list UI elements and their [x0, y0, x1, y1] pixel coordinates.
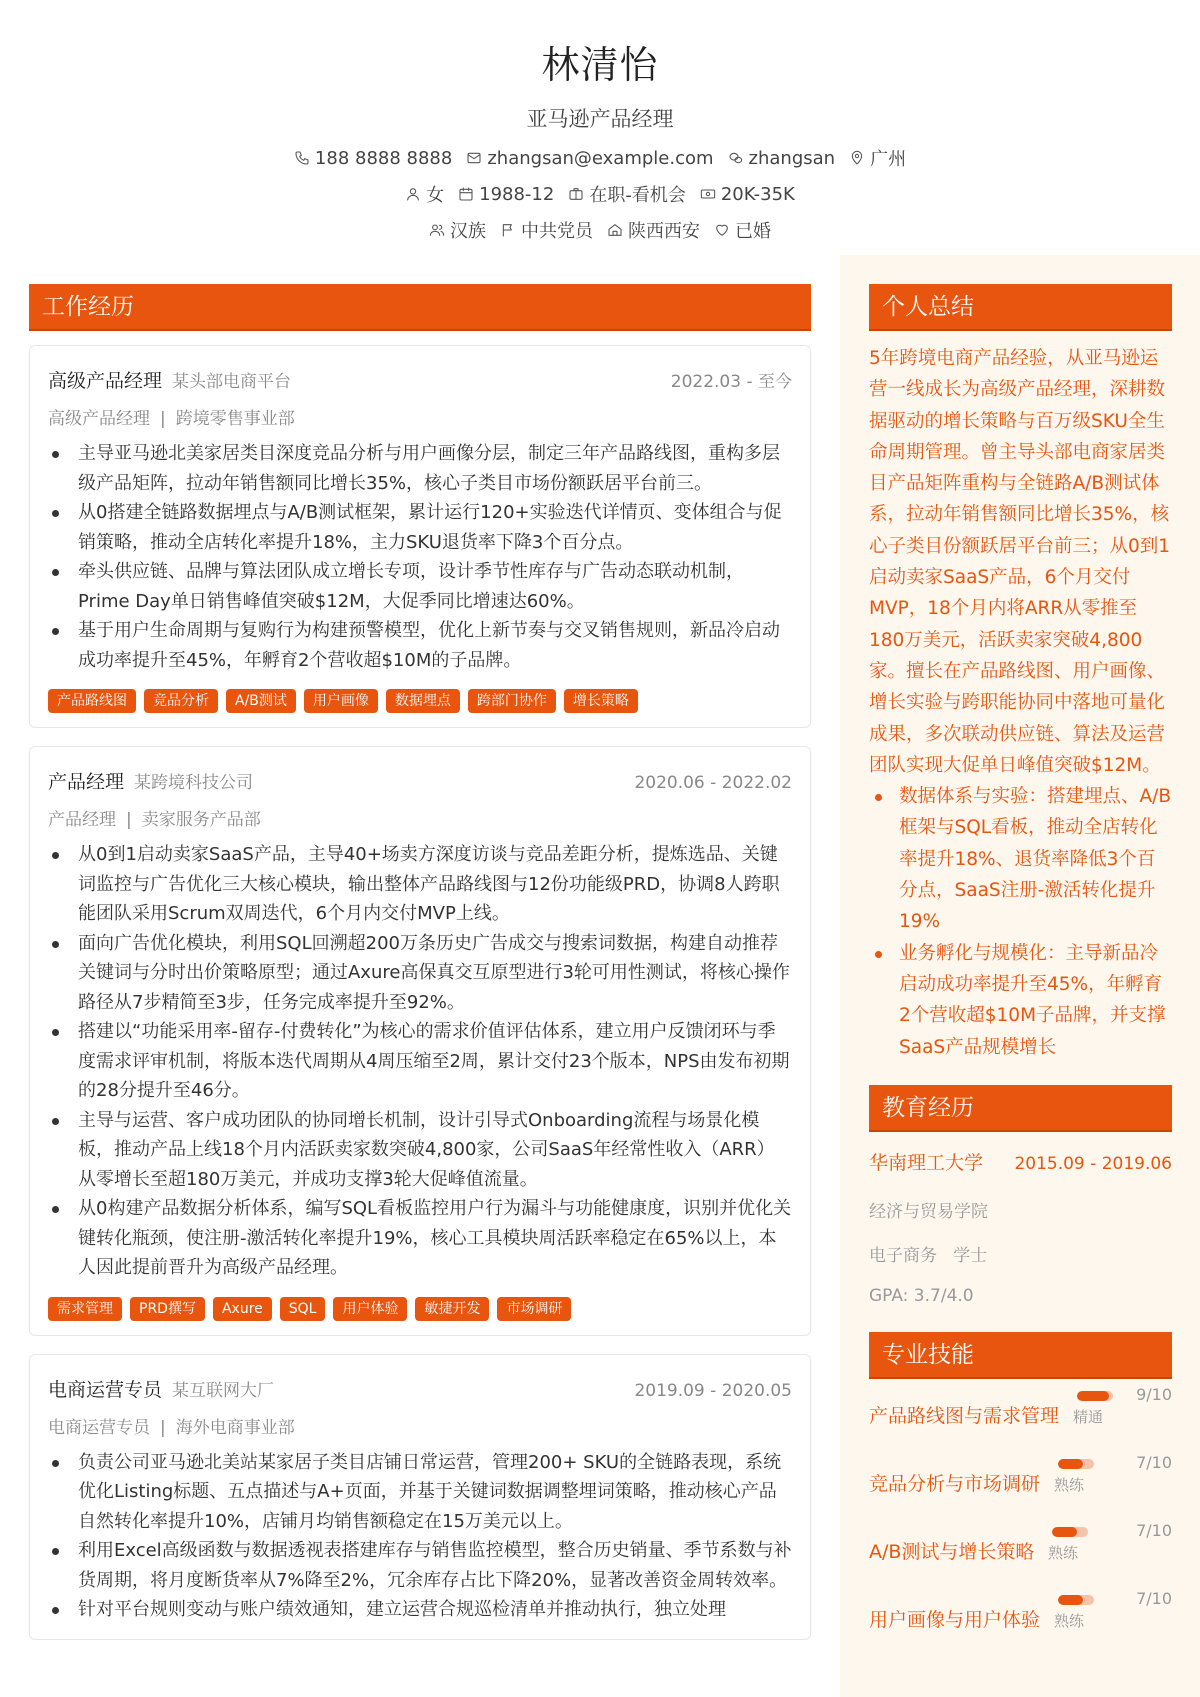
home-icon — [607, 222, 623, 238]
skill-meter — [1073, 1391, 1113, 1427]
wechat-info: zhangsan — [728, 148, 836, 169]
money-icon — [700, 186, 716, 202]
education-block — [869, 1085, 1172, 1306]
work-section-title: 工作经历 — [29, 284, 811, 331]
skill-name: A/B测试与增长策略 — [869, 1541, 1035, 1564]
education-date: 2015.09 - 2019.06 — [1014, 1153, 1172, 1174]
work-entry — [29, 1354, 811, 1640]
work-date: 2022.03 - 至今 — [670, 372, 792, 392]
list-item: 主导与运营、客户成功团队的协同增长机制，设计引导式Onboarding流程与场景化模板，推动产品上线18个月内活跃卖家数突破4,800家，公司SaaS年经常性收入（ARR）从零增长至超180万美元，并成功支撑3轮大促峰值流量。 — [48, 1106, 792, 1195]
work-company: 某头部电商平台 — [172, 372, 292, 392]
skill-bar-fill — [1077, 1391, 1109, 1401]
work-bullets — [48, 1448, 792, 1625]
hometown-info: 陕西西安 — [607, 217, 700, 243]
work-entry — [29, 345, 811, 728]
skill-row — [869, 1449, 1172, 1517]
tag: 跨部门协作 — [468, 689, 556, 713]
list-item: 基于用户生命周期与复购行为构建预警模型，优化上新节奏与交叉销售规则，新品冷启动成功率提升至45%，年孵育2个营收超$10M的子品牌。 — [48, 616, 792, 675]
work-experience-column — [29, 284, 811, 1640]
skill-bar — [1077, 1391, 1113, 1401]
school-name: 华南理工大学 — [869, 1151, 984, 1174]
personal-info-row — [0, 219, 1200, 241]
college-name: 经济与贸易学院 — [869, 1201, 988, 1222]
skill-level: 精通 — [1073, 1407, 1104, 1426]
tag: 数据埋点 — [386, 689, 460, 713]
education-section-title: 教育经历 — [869, 1085, 1172, 1132]
skill-tags — [48, 689, 792, 713]
calendar-icon — [458, 186, 474, 202]
skill-name: 产品路线图与需求管理 — [869, 1405, 1060, 1428]
basic-info-row — [0, 183, 1200, 205]
skill-meter — [1054, 1595, 1094, 1631]
political-info: 中共党员 — [500, 217, 593, 243]
skill-level: 熟练 — [1054, 1475, 1085, 1494]
summary-section-title: 个人总结 — [869, 284, 1172, 331]
tag: 市场调研 — [497, 1297, 571, 1321]
people-icon — [429, 222, 445, 238]
skill-tags — [48, 1297, 792, 1321]
ethnicity-info: 汉族 — [429, 217, 486, 243]
skill-score: 7/10 — [1136, 1588, 1172, 1608]
skill-meter — [1048, 1527, 1088, 1563]
flag-icon — [500, 222, 516, 238]
skill-bar-fill — [1058, 1459, 1083, 1469]
target-job-title: 亚马逊产品经理 — [526, 107, 674, 131]
candidate-name: 林清怡 — [541, 43, 659, 87]
resume-header — [0, 0, 1200, 241]
tag: PRD撰写 — [130, 1297, 205, 1321]
skill-row — [869, 1585, 1172, 1653]
tag: 用户画像 — [304, 689, 378, 713]
marital-info: 已婚 — [714, 217, 771, 243]
gpa: GPA: 3.7/4.0 — [869, 1285, 974, 1306]
work-date: 2019.09 - 2020.05 — [634, 1380, 792, 1401]
phone-info: 188 8888 8888 — [294, 148, 452, 169]
heart-icon — [714, 222, 730, 238]
work-role: 产品经理 — [48, 771, 125, 793]
list-item: 业务孵化与规模化：主导新品冷启动成功率提升至45%，年孵育2个营收超$10M子品牌，并支撑SaaS产品规模增长 — [869, 938, 1172, 1063]
skill-meter — [1054, 1459, 1094, 1495]
skill-bar-fill — [1052, 1527, 1077, 1537]
tag: SQL — [280, 1297, 326, 1321]
skill-bar-fill — [1058, 1595, 1083, 1605]
list-item: 搭建以“功能采用率-留存-付费转化”为核心的需求价值评估体系，建立用户反馈闭环与季度需求评审机制，将版本迭代周期从4周压缩至2周，累计交付23个版本，NPS由发布初期的28分提升至46分。 — [48, 1017, 792, 1106]
work-subtitle: 电商运营专员 | 海外电商事业部 — [48, 1417, 295, 1438]
salary-info: 20K-35K — [700, 184, 795, 205]
skill-bar — [1058, 1459, 1094, 1469]
work-company: 某互联网大厂 — [172, 1380, 275, 1401]
skill-name: 用户画像与用户体验 — [869, 1609, 1041, 1632]
skill-bar — [1058, 1595, 1094, 1605]
skill-row — [869, 1517, 1172, 1585]
tag: 用户体验 — [333, 1297, 407, 1321]
summary-bullets — [869, 781, 1172, 1063]
phone-icon — [294, 150, 310, 166]
tag: 产品路线图 — [48, 689, 136, 713]
work-entry — [29, 746, 811, 1336]
tag: 敏捷开发 — [415, 1297, 489, 1321]
skills-section-title: 专业技能 — [869, 1332, 1172, 1379]
sidebar-column — [869, 284, 1172, 1653]
gender-info: 女 — [405, 181, 444, 207]
birth-info: 1988-12 — [458, 184, 554, 205]
work-company: 某跨境科技公司 — [134, 773, 254, 793]
list-item: 数据体系与实验：搭建埋点、A/B框架与SQL看板，推动全店转化率提升18%、退货率降低3个百分点，SaaS注册-激活转化提升19% — [869, 781, 1172, 937]
email-info: zhangsan@example.com — [466, 148, 713, 169]
tag: A/B测试 — [226, 689, 296, 713]
work-bullets — [48, 840, 792, 1283]
list-item: 利用Excel高级函数与数据透视表搭建库存与销售监控模型，整合历史销量、季节系数与补货周期，将月度断货率从7%降至2%，冗余库存占比下降20%，显著改善资金周转效率。 — [48, 1536, 792, 1595]
briefcase-icon — [568, 186, 584, 202]
work-role: 高级产品经理 — [48, 370, 163, 392]
work-bullets — [48, 439, 792, 675]
skill-score: 7/10 — [1136, 1452, 1172, 1472]
work-role: 电商运营专员 — [48, 1378, 163, 1401]
skill-score: 9/10 — [1136, 1384, 1172, 1404]
work-subtitle: 高级产品经理 | 跨境零售事业部 — [48, 409, 295, 429]
list-item: 面向广告优化模块，利用SQL回溯超200万条历史广告成交与搜索词数据，构建自动推荐关键词与分时出价策略原型；通过Axure高保真交互原型进行3轮可用性测试，将核心操作路径从7步精简至3步，任务完成率提升至92%。 — [48, 929, 792, 1018]
list-item: 从0搭建全链路数据埋点与A/B测试框架，累计运行120+实验迭代详情页、变体组合与促销策略，推动全店转化率提升18%，主力SKU退货率下降3个百分点。 — [48, 498, 792, 557]
user-icon — [405, 186, 421, 202]
tag: 增长策略 — [564, 689, 638, 713]
contact-row — [0, 147, 1200, 169]
mail-icon — [466, 150, 482, 166]
major-degree: 电子商务 学士 — [869, 1245, 988, 1266]
skills-list — [869, 1381, 1172, 1653]
skill-name: 竞品分析与市场调研 — [869, 1473, 1041, 1496]
skill-level: 熟练 — [1048, 1543, 1079, 1562]
list-item: 主导亚马逊北美家居类目深度竞品分析与用户画像分层，制定三年产品路线图，重构多层级产品矩阵，拉动年销售额同比增长35%，核心子类目市场份额跃居平台前三。 — [48, 439, 792, 498]
tag: 竞品分析 — [144, 689, 218, 713]
city-info: 广州 — [849, 145, 906, 171]
summary-text: 5年跨境电商产品经验，从亚马逊运营一线成长为高级产品经理，深耕数据驱动的增长策略与百万级SKU全生命周期管理。曾主导头部电商家居类目产品矩阵重构与全链路A/B测试体系，拉动年销售额同比增长35%，核心子类目份额跃居平台前三；从0到1启动卖家SaaS产品，6个月交付MVP，18个月内将ARR从零推至180万美元，活跃卖家突破4,800家。擅长在产品路线图、用户画像、增长实验与跨职能协同中落地可量化成果，多次联动供应链、算法及运营团队实现大促单日峰值突破$12M。 — [869, 348, 1171, 776]
tag: Axure — [213, 1297, 272, 1321]
list-item: 负责公司亚马逊北美站某家居子类目店铺日常运营，管理200+ SKU的全链路表现，系统优化Listing标题、五点描述与A+页面，并基于关键词数据调整埋词策略，推动核心产品自然转化率提升10%，店铺月均销售额稳定在15万美元以上。 — [48, 1448, 792, 1537]
skill-bar — [1052, 1527, 1088, 1537]
work-date: 2020.06 - 2022.02 — [634, 773, 792, 793]
status-info: 在职-看机会 — [568, 181, 686, 207]
skill-score: 7/10 — [1136, 1520, 1172, 1540]
skill-level: 熟练 — [1054, 1611, 1085, 1630]
skills-block — [869, 1332, 1172, 1653]
list-item: 针对平台规则变动与账户绩效通知，建立运营合规巡检清单并推动执行，独立处理 — [48, 1595, 792, 1625]
work-subtitle: 产品经理 | 卖家服务产品部 — [48, 810, 261, 830]
tag: 需求管理 — [48, 1297, 122, 1321]
list-item: 从0构建产品数据分析体系，编写SQL看板监控用户行为漏斗与功能健康度，识别并优化关键转化瓶颈，使注册-激活转化率提升19%，核心工具模块周活跃率稳定在65%以上，本人因此提前晋升为高级产品经理。 — [48, 1194, 792, 1283]
location-icon — [849, 150, 865, 166]
skill-row — [869, 1381, 1172, 1449]
list-item: 从0到1启动卖家SaaS产品，主导40+场卖方深度访谈与竞品差距分析，提炼选品、关键词监控与广告优化三大核心模块，输出整体产品路线图与12份功能级PRD，协调8人跨职能团队采用Scrum双周迭代，6个月内交付MVP上线。 — [48, 840, 792, 929]
wechat-icon — [728, 150, 744, 166]
list-item: 牵头供应链、品牌与算法团队成立增长专项，设计季节性库存与广告动态联动机制，Prime Day单日销售峰值突破$12M，大促季同比增速达60%。 — [48, 557, 792, 616]
